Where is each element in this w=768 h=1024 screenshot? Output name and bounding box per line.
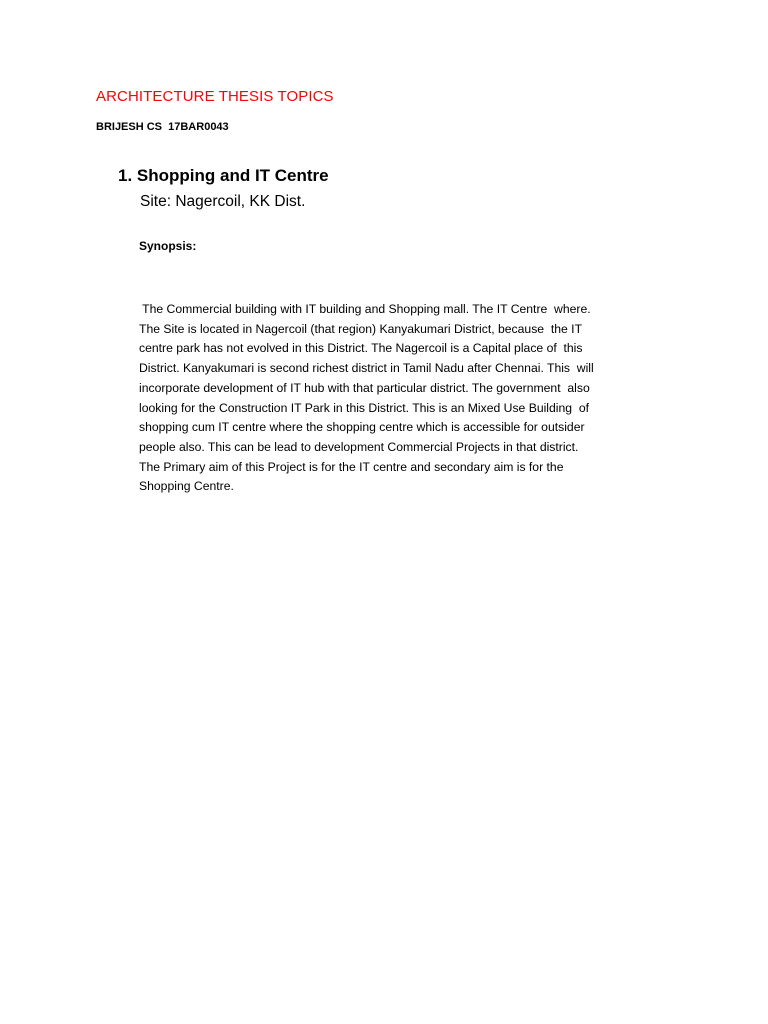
- author-line: BRIJESH CS 17BAR0043: [96, 121, 229, 133]
- synopsis-line: looking for the Construction IT Park in this District. This is an Mixed Use Building of: [139, 400, 589, 415]
- synopsis-line: The Primary aim of this Project is for the IT centre and secondary aim is for the: [139, 459, 564, 474]
- synopsis-line: people also. This can be lead to development Commercial Projects in that district.: [139, 439, 579, 454]
- synopsis-line: The Site is located in Nagercoil (that region) Kanyakumari District, because the IT: [139, 321, 583, 336]
- synopsis-label: Synopsis:: [139, 239, 197, 253]
- synopsis-line: Shopping Centre.: [139, 479, 234, 494]
- site-line: Site: Nagercoil, KK Dist.: [140, 193, 306, 210]
- synopsis-line: District. Kanyakumari is second richest district in Tamil Nadu after Chennai. This will: [139, 361, 594, 376]
- synopsis-line: incorporate development of IT hub with that particular district. The government also: [139, 380, 590, 395]
- synopsis-line: shopping cum IT centre where the shopping centre which is accessible for outsider: [139, 420, 585, 435]
- synopsis-line: The Commercial building with IT building and Shopping mall. The IT Centre where.: [139, 302, 591, 316]
- synopsis-paragraph: [139, 300, 699, 497]
- synopsis-line: centre park has not evolved in this District. The Nagercoil is a Capital place of this: [139, 341, 583, 356]
- section-heading: 1. Shopping and IT Centre: [118, 166, 329, 185]
- document-title: ARCHITECTURE THESIS TOPICS: [96, 88, 334, 105]
